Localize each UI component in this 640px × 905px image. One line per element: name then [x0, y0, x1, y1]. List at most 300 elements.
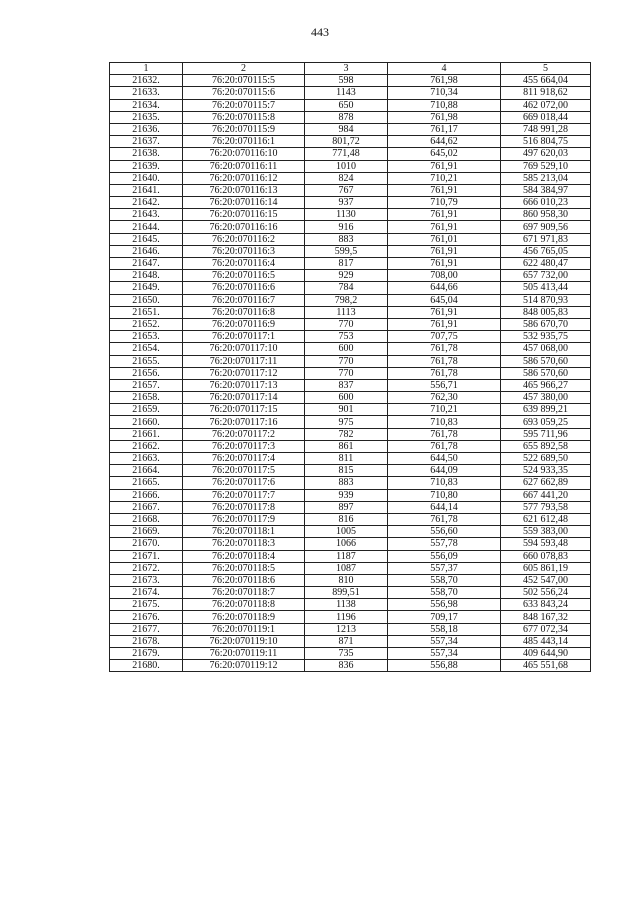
table-row: [110, 538, 591, 550]
area-cell: 937: [305, 197, 388, 209]
cadastral-number-cell: 76:20:070116:10: [183, 148, 305, 160]
specific-value-cell: 556,60: [388, 526, 501, 538]
specific-value-cell: 710,34: [388, 87, 501, 99]
table-row: [110, 233, 591, 245]
row-number-cell: 21659.: [110, 404, 183, 416]
area-cell: 824: [305, 172, 388, 184]
table-row: [110, 99, 591, 111]
specific-value-cell: 644,14: [388, 501, 501, 513]
area-cell: 810: [305, 574, 388, 586]
specific-value-cell: 707,75: [388, 331, 501, 343]
table-row: [110, 635, 591, 647]
row-number-cell: 21651.: [110, 306, 183, 318]
table-row: [110, 428, 591, 440]
table-row: [110, 599, 591, 611]
cadastral-number-cell: 76:20:070118:7: [183, 587, 305, 599]
column-header-2: 2: [183, 63, 305, 75]
cadastral-value-cell: 769 529,10: [501, 160, 591, 172]
cadastral-value-cell: 748 991,28: [501, 123, 591, 135]
specific-value-cell: 557,34: [388, 635, 501, 647]
row-number-cell: 21647.: [110, 258, 183, 270]
specific-value-cell: 710,83: [388, 416, 501, 428]
area-cell: 1138: [305, 599, 388, 611]
row-number-cell: 21660.: [110, 416, 183, 428]
cadastral-value-cell: 671 971,83: [501, 233, 591, 245]
table-row: [110, 123, 591, 135]
cadastral-value-table: [109, 62, 591, 672]
row-number-cell: 21657.: [110, 379, 183, 391]
row-number-cell: 21673.: [110, 574, 183, 586]
table-row: [110, 148, 591, 160]
specific-value-cell: 709,17: [388, 611, 501, 623]
table-row: [110, 526, 591, 538]
specific-value-cell: 761,78: [388, 367, 501, 379]
table-row: [110, 648, 591, 660]
area-cell: 817: [305, 258, 388, 270]
cadastral-value-cell: 485 443,14: [501, 635, 591, 647]
cadastral-value-cell: 594 593,48: [501, 538, 591, 550]
cadastral-number-cell: 76:20:070116:8: [183, 306, 305, 318]
table-row: [110, 574, 591, 586]
specific-value-cell: 710,83: [388, 477, 501, 489]
cadastral-value-cell: 577 793,58: [501, 501, 591, 513]
cadastral-value-cell: 605 861,19: [501, 562, 591, 574]
cadastral-value-cell: 666 010,23: [501, 197, 591, 209]
row-number-cell: 21641.: [110, 184, 183, 196]
specific-value-cell: 556,09: [388, 550, 501, 562]
row-number-cell: 21670.: [110, 538, 183, 550]
specific-value-cell: 557,78: [388, 538, 501, 550]
cadastral-number-cell: 76:20:070117:13: [183, 379, 305, 391]
row-number-cell: 21669.: [110, 526, 183, 538]
specific-value-cell: 645,04: [388, 294, 501, 306]
cadastral-number-cell: 76:20:070116:5: [183, 270, 305, 282]
table-row: [110, 160, 591, 172]
area-cell: 897: [305, 501, 388, 513]
specific-value-cell: 556,98: [388, 599, 501, 611]
table-row: [110, 562, 591, 574]
specific-value-cell: 761,98: [388, 111, 501, 123]
table-row: [110, 343, 591, 355]
table-row: [110, 221, 591, 233]
area-cell: 871: [305, 635, 388, 647]
cadastral-number-cell: 76:20:070116:12: [183, 172, 305, 184]
area-cell: 598: [305, 75, 388, 87]
cadastral-value-cell: 811 918,62: [501, 87, 591, 99]
cadastral-value-cell: 455 664,04: [501, 75, 591, 87]
specific-value-cell: 761,91: [388, 184, 501, 196]
specific-value-cell: 761,01: [388, 233, 501, 245]
table-row: [110, 404, 591, 416]
area-cell: 861: [305, 440, 388, 452]
specific-value-cell: 761,98: [388, 75, 501, 87]
row-number-cell: 21652.: [110, 318, 183, 330]
row-number-cell: 21662.: [110, 440, 183, 452]
table-row: [110, 282, 591, 294]
table-row: [110, 440, 591, 452]
specific-value-cell: 761,78: [388, 355, 501, 367]
specific-value-cell: 761,91: [388, 306, 501, 318]
cadastral-value-cell: 559 383,00: [501, 526, 591, 538]
area-cell: 798,2: [305, 294, 388, 306]
cadastral-number-cell: 76:20:070116:6: [183, 282, 305, 294]
cadastral-number-cell: 76:20:070117:9: [183, 513, 305, 525]
cadastral-value-cell: 584 384,97: [501, 184, 591, 196]
table-row: [110, 367, 591, 379]
row-number-cell: 21639.: [110, 160, 183, 172]
cadastral-number-cell: 76:20:070117:8: [183, 501, 305, 513]
area-cell: 815: [305, 465, 388, 477]
area-cell: 600: [305, 392, 388, 404]
row-number-cell: 21640.: [110, 172, 183, 184]
cadastral-value-cell: 860 958,30: [501, 209, 591, 221]
cadastral-value-cell: 456 765,05: [501, 245, 591, 257]
cadastral-number-cell: 76:20:070119:12: [183, 660, 305, 672]
area-cell: 1143: [305, 87, 388, 99]
cadastral-number-cell: 76:20:070117:12: [183, 367, 305, 379]
cadastral-number-cell: 76:20:070118:3: [183, 538, 305, 550]
area-cell: 1130: [305, 209, 388, 221]
table-row: [110, 465, 591, 477]
cadastral-number-cell: 76:20:070116:7: [183, 294, 305, 306]
row-number-cell: 21671.: [110, 550, 183, 562]
cadastral-number-cell: 76:20:070115:8: [183, 111, 305, 123]
cadastral-number-cell: 76:20:070115:9: [183, 123, 305, 135]
area-cell: 753: [305, 331, 388, 343]
table-row: [110, 416, 591, 428]
row-number-cell: 21666.: [110, 489, 183, 501]
cadastral-value-cell: 677 072,34: [501, 623, 591, 635]
cadastral-value-cell: 633 843,24: [501, 599, 591, 611]
table-row: [110, 111, 591, 123]
cadastral-number-cell: 76:20:070116:15: [183, 209, 305, 221]
cadastral-value-cell: 586 570,60: [501, 367, 591, 379]
specific-value-cell: 761,78: [388, 440, 501, 452]
table-row: [110, 587, 591, 599]
specific-value-cell: 644,09: [388, 465, 501, 477]
table-row: [110, 501, 591, 513]
row-number-cell: 21637.: [110, 136, 183, 148]
area-cell: 1213: [305, 623, 388, 635]
row-number-cell: 21675.: [110, 599, 183, 611]
cadastral-number-cell: 76:20:070118:4: [183, 550, 305, 562]
cadastral-number-cell: 76:20:070117:3: [183, 440, 305, 452]
table-row: [110, 306, 591, 318]
cadastral-number-cell: 76:20:070117:2: [183, 428, 305, 440]
row-number-cell: 21665.: [110, 477, 183, 489]
specific-value-cell: 761,78: [388, 343, 501, 355]
table-row: [110, 75, 591, 87]
row-number-cell: 21638.: [110, 148, 183, 160]
column-header-5: 5: [501, 63, 591, 75]
row-number-cell: 21672.: [110, 562, 183, 574]
area-cell: 916: [305, 221, 388, 233]
cadastral-number-cell: 76:20:070116:2: [183, 233, 305, 245]
table-row: [110, 197, 591, 209]
cadastral-value-cell: 585 213,04: [501, 172, 591, 184]
cadastral-value-cell: 848 005,83: [501, 306, 591, 318]
specific-value-cell: 761,78: [388, 513, 501, 525]
area-cell: 883: [305, 477, 388, 489]
cadastral-value-cell: 465 966,27: [501, 379, 591, 391]
cadastral-number-cell: 76:20:070117:11: [183, 355, 305, 367]
specific-value-cell: 761,91: [388, 318, 501, 330]
row-number-cell: 21674.: [110, 587, 183, 599]
column-header-1: 1: [110, 63, 183, 75]
row-number-cell: 21632.: [110, 75, 183, 87]
table-row: [110, 87, 591, 99]
cadastral-number-cell: 76:20:070117:1: [183, 331, 305, 343]
row-number-cell: 21667.: [110, 501, 183, 513]
specific-value-cell: 761,91: [388, 209, 501, 221]
row-number-cell: 21664.: [110, 465, 183, 477]
row-number-cell: 21668.: [110, 513, 183, 525]
cadastral-number-cell: 76:20:070117:7: [183, 489, 305, 501]
specific-value-cell: 761,91: [388, 221, 501, 233]
row-number-cell: 21635.: [110, 111, 183, 123]
cadastral-value-cell: 465 551,68: [501, 660, 591, 672]
specific-value-cell: 710,88: [388, 99, 501, 111]
cadastral-value-cell: 409 644,90: [501, 648, 591, 660]
table-row: [110, 318, 591, 330]
specific-value-cell: 761,78: [388, 428, 501, 440]
cadastral-value-cell: 622 480,47: [501, 258, 591, 270]
area-cell: 883: [305, 233, 388, 245]
cadastral-number-cell: 76:20:070116:3: [183, 245, 305, 257]
specific-value-cell: 710,79: [388, 197, 501, 209]
table-row: [110, 331, 591, 343]
specific-value-cell: 761,91: [388, 245, 501, 257]
specific-value-cell: 761,91: [388, 258, 501, 270]
cadastral-value-cell: 516 804,75: [501, 136, 591, 148]
area-cell: 784: [305, 282, 388, 294]
table-row: [110, 245, 591, 257]
row-number-cell: 21642.: [110, 197, 183, 209]
table-row: [110, 550, 591, 562]
cadastral-value-cell: 660 078,83: [501, 550, 591, 562]
row-number-cell: 21656.: [110, 367, 183, 379]
cadastral-number-cell: 76:20:070116:9: [183, 318, 305, 330]
table-row: [110, 294, 591, 306]
area-cell: 901: [305, 404, 388, 416]
cadastral-value-cell: 669 018,44: [501, 111, 591, 123]
cadastral-value-cell: 586 670,70: [501, 318, 591, 330]
table-row: [110, 392, 591, 404]
table-row: [110, 270, 591, 282]
table-row: [110, 172, 591, 184]
cadastral-number-cell: 76:20:070116:16: [183, 221, 305, 233]
area-cell: 929: [305, 270, 388, 282]
cadastral-number-cell: 76:20:070116:14: [183, 197, 305, 209]
cadastral-value-cell: 457 068,00: [501, 343, 591, 355]
row-number-cell: 21634.: [110, 99, 183, 111]
row-number-cell: 21678.: [110, 635, 183, 647]
area-cell: 782: [305, 428, 388, 440]
cadastral-number-cell: 76:20:070117:16: [183, 416, 305, 428]
specific-value-cell: 710,21: [388, 172, 501, 184]
cadastral-value-cell: 697 909,56: [501, 221, 591, 233]
cadastral-value-cell: 452 547,00: [501, 574, 591, 586]
specific-value-cell: 557,37: [388, 562, 501, 574]
row-number-cell: 21644.: [110, 221, 183, 233]
table-row: [110, 136, 591, 148]
row-number-cell: 21654.: [110, 343, 183, 355]
area-cell: 816: [305, 513, 388, 525]
area-cell: 1005: [305, 526, 388, 538]
cadastral-value-cell: 532 935,75: [501, 331, 591, 343]
table-row: [110, 379, 591, 391]
cadastral-value-cell: 693 059,25: [501, 416, 591, 428]
table-row: [110, 184, 591, 196]
row-number-cell: 21646.: [110, 245, 183, 257]
row-number-cell: 21645.: [110, 233, 183, 245]
cadastral-number-cell: 76:20:070118:5: [183, 562, 305, 574]
cadastral-value-cell: 639 899,21: [501, 404, 591, 416]
specific-value-cell: 556,71: [388, 379, 501, 391]
table-row: [110, 660, 591, 672]
cadastral-number-cell: 76:20:070117:14: [183, 392, 305, 404]
cadastral-value-cell: 505 413,44: [501, 282, 591, 294]
cadastral-number-cell: 76:20:070118:8: [183, 599, 305, 611]
specific-value-cell: 761,91: [388, 160, 501, 172]
table-row: [110, 258, 591, 270]
area-cell: 811: [305, 453, 388, 465]
specific-value-cell: 761,17: [388, 123, 501, 135]
cadastral-value-cell: 848 167,32: [501, 611, 591, 623]
column-header-3: 3: [305, 63, 388, 75]
row-number-cell: 21653.: [110, 331, 183, 343]
row-number-cell: 21643.: [110, 209, 183, 221]
row-number-cell: 21658.: [110, 392, 183, 404]
cadastral-value-cell: 522 689,50: [501, 453, 591, 465]
specific-value-cell: 558,70: [388, 574, 501, 586]
row-number-cell: 21677.: [110, 623, 183, 635]
area-cell: 1187: [305, 550, 388, 562]
area-cell: 801,72: [305, 136, 388, 148]
area-cell: 984: [305, 123, 388, 135]
row-number-cell: 21663.: [110, 453, 183, 465]
specific-value-cell: 645,02: [388, 148, 501, 160]
cadastral-value-cell: 667 441,20: [501, 489, 591, 501]
area-cell: 600: [305, 343, 388, 355]
specific-value-cell: 708,00: [388, 270, 501, 282]
area-cell: 650: [305, 99, 388, 111]
area-cell: 599,5: [305, 245, 388, 257]
cadastral-number-cell: 76:20:070116:11: [183, 160, 305, 172]
cadastral-number-cell: 76:20:070118:6: [183, 574, 305, 586]
specific-value-cell: 644,66: [388, 282, 501, 294]
cadastral-value-cell: 514 870,93: [501, 294, 591, 306]
row-number-cell: 21655.: [110, 355, 183, 367]
cadastral-value-cell: 595 711,96: [501, 428, 591, 440]
table-row: [110, 611, 591, 623]
area-cell: 1087: [305, 562, 388, 574]
cadastral-number-cell: 76:20:070116:1: [183, 136, 305, 148]
cadastral-value-cell: 621 612,48: [501, 513, 591, 525]
table-header-row: [110, 63, 591, 75]
row-number-cell: 21649.: [110, 282, 183, 294]
specific-value-cell: 644,62: [388, 136, 501, 148]
table-row: [110, 489, 591, 501]
row-number-cell: 21650.: [110, 294, 183, 306]
cadastral-number-cell: 76:20:070119:1: [183, 623, 305, 635]
cadastral-number-cell: 76:20:070115:7: [183, 99, 305, 111]
specific-value-cell: 762,30: [388, 392, 501, 404]
specific-value-cell: 556,88: [388, 660, 501, 672]
area-cell: 975: [305, 416, 388, 428]
specific-value-cell: 710,80: [388, 489, 501, 501]
cadastral-value-cell: 457 380,00: [501, 392, 591, 404]
area-cell: 770: [305, 367, 388, 379]
row-number-cell: 21633.: [110, 87, 183, 99]
cadastral-number-cell: 76:20:070115:5: [183, 75, 305, 87]
area-cell: 1066: [305, 538, 388, 550]
cadastral-value-cell: 497 620,03: [501, 148, 591, 160]
cadastral-value-cell: 462 072,00: [501, 99, 591, 111]
cadastral-number-cell: 76:20:070119:10: [183, 635, 305, 647]
cadastral-number-cell: 76:20:070118:9: [183, 611, 305, 623]
page-number: 443: [311, 25, 329, 39]
area-cell: 770: [305, 318, 388, 330]
table-row: [110, 477, 591, 489]
specific-value-cell: 644,50: [388, 453, 501, 465]
table-row: [110, 513, 591, 525]
cadastral-value-cell: 657 732,00: [501, 270, 591, 282]
cadastral-number-cell: 76:20:070116:4: [183, 258, 305, 270]
row-number-cell: 21679.: [110, 648, 183, 660]
area-cell: 1196: [305, 611, 388, 623]
cadastral-value-cell: 655 892,58: [501, 440, 591, 452]
area-cell: 878: [305, 111, 388, 123]
cadastral-number-cell: 76:20:070117:15: [183, 404, 305, 416]
cadastral-value-cell: 502 556,24: [501, 587, 591, 599]
cadastral-number-cell: 76:20:070118:1: [183, 526, 305, 538]
area-cell: 770: [305, 355, 388, 367]
area-cell: 767: [305, 184, 388, 196]
area-cell: 837: [305, 379, 388, 391]
area-cell: 1010: [305, 160, 388, 172]
column-header-4: 4: [388, 63, 501, 75]
cadastral-number-cell: 76:20:070115:6: [183, 87, 305, 99]
cadastral-number-cell: 76:20:070117:10: [183, 343, 305, 355]
cadastral-number-cell: 76:20:070117:5: [183, 465, 305, 477]
row-number-cell: 21636.: [110, 123, 183, 135]
area-cell: 771,48: [305, 148, 388, 160]
area-cell: 899,51: [305, 587, 388, 599]
cadastral-value-cell: 627 662,89: [501, 477, 591, 489]
cadastral-value-cell: 586 570,60: [501, 355, 591, 367]
table-body: [110, 75, 591, 672]
cadastral-number-cell: 76:20:070117:4: [183, 453, 305, 465]
table-row: [110, 355, 591, 367]
cadastral-number-cell: 76:20:070116:13: [183, 184, 305, 196]
area-cell: 1113: [305, 306, 388, 318]
area-cell: 939: [305, 489, 388, 501]
row-number-cell: 21661.: [110, 428, 183, 440]
specific-value-cell: 558,70: [388, 587, 501, 599]
specific-value-cell: 558,18: [388, 623, 501, 635]
row-number-cell: 21676.: [110, 611, 183, 623]
cadastral-value-cell: 524 933,35: [501, 465, 591, 477]
table-row: [110, 209, 591, 221]
specific-value-cell: 710,21: [388, 404, 501, 416]
table-row: [110, 623, 591, 635]
cadastral-number-cell: 76:20:070117:6: [183, 477, 305, 489]
row-number-cell: 21680.: [110, 660, 183, 672]
area-cell: 735: [305, 648, 388, 660]
table-row: [110, 453, 591, 465]
specific-value-cell: 557,34: [388, 648, 501, 660]
